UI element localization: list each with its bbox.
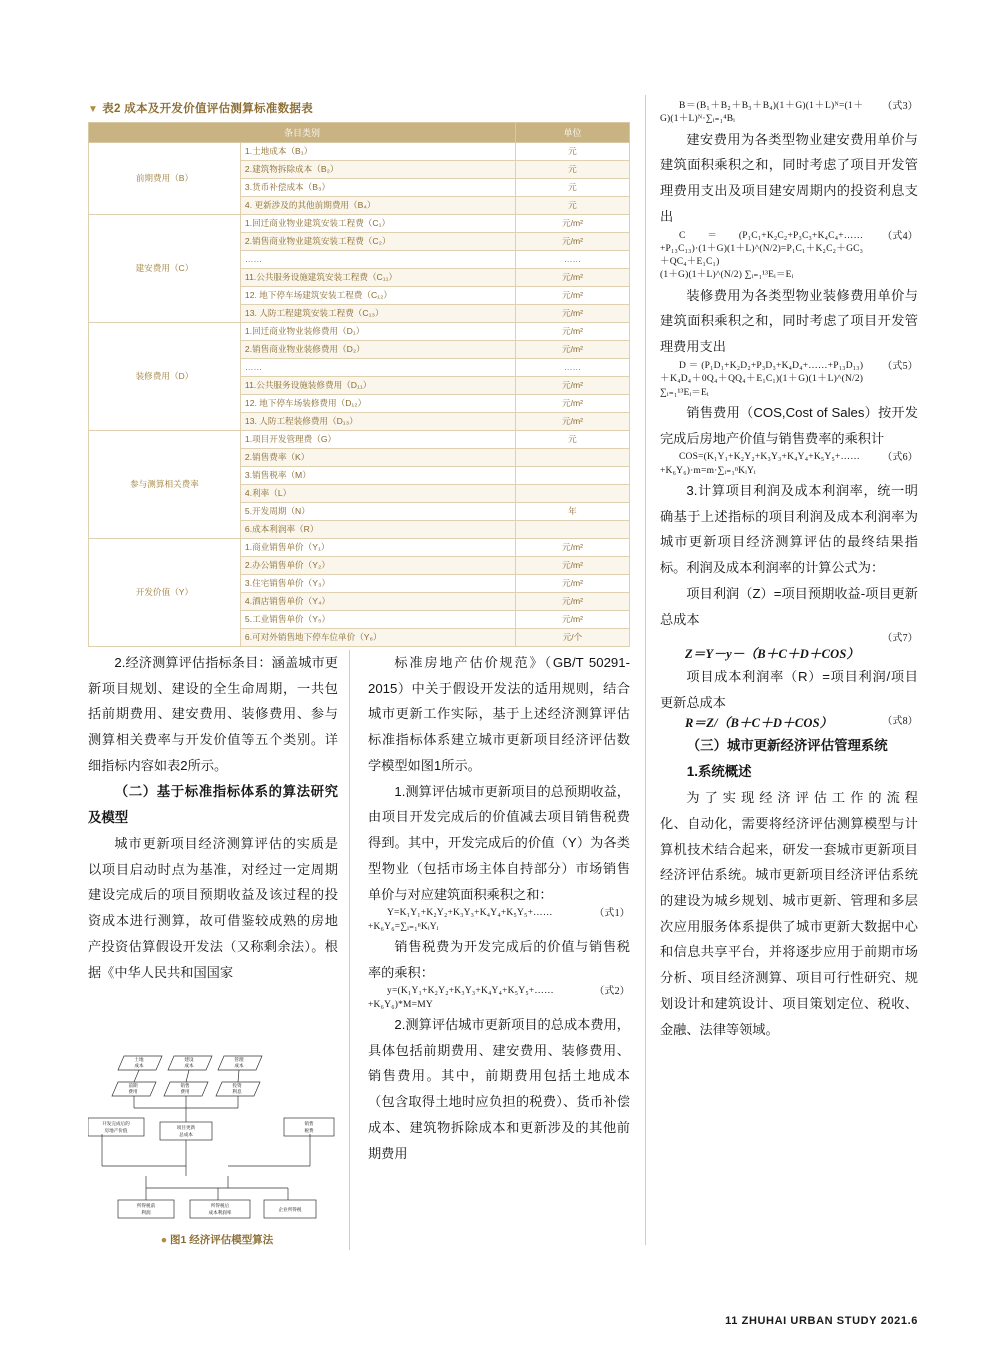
para-total-cost: 2.测算评估城市更新项目的总成本费用，具体包括前期费用、建安费用、装修费用、销售费用。其中，前期费用包括土地成本（包含取得土地时应负担的税费）、货币补偿成本、建筑物拆除成本和更新涉及的其他前期费用 bbox=[368, 1017, 630, 1161]
table-cell-item: 1.回迁商业物业建筑安装工程费（C₁） bbox=[240, 215, 515, 233]
table-cell-item: 1.回迁商业物业装修费用（D₁） bbox=[240, 323, 515, 341]
table-cell-item: 11.公共服务设施装修费用（D₁₁） bbox=[240, 377, 515, 395]
formula-1-number: （式1） bbox=[594, 908, 630, 920]
table-cell-unit: 元 bbox=[515, 179, 629, 197]
svg-text:项目更新: 项目更新 bbox=[176, 1125, 196, 1130]
table-row bbox=[89, 143, 630, 161]
diagram-caption-text: 图1 经济评估模型算法 bbox=[170, 1234, 274, 1246]
table-cell-item: 2.销售费率（K） bbox=[240, 449, 515, 467]
svg-text:总成本: 总成本 bbox=[179, 1132, 193, 1137]
issue-number: 2021.6 bbox=[880, 1315, 918, 1327]
table-cell-unit: 元/m² bbox=[515, 377, 629, 395]
table-cell-category: 参与测算相关费率 bbox=[89, 431, 241, 539]
column-divider-2 bbox=[645, 95, 646, 1245]
svg-text:房地产价值: 房地产价值 bbox=[104, 1128, 128, 1133]
table-cell-item: 2.建筑物拆除成本（B₂） bbox=[240, 161, 515, 179]
table-cell-item: …… bbox=[240, 251, 515, 269]
para-construction-fee: 建安费用为各类型物业建安费用单价与建筑面积乘积之和，同时考虑了项目开发管理费用支出及项目建安周期内的投资利息支出 bbox=[660, 131, 918, 224]
formula-6-body: COS=(K₁Y₁+K₂Y₂+K₃Y₃+K₄Y₄+K₅Y₅+……+K₆Y₆)·m=m·∑ᵢ₌₁ⁿKᵢYᵢ bbox=[660, 452, 860, 476]
table-cell-unit: 元/m² bbox=[515, 323, 629, 341]
para-profit-rate: 3.计算项目利润及成本利润率，统一明确基于上述指标的项目利润及成本利润率为城市更新项目经济测算评估的最终结果指标。利润及成本利润率的计算公式为： bbox=[660, 482, 918, 576]
table-body bbox=[89, 143, 630, 647]
svg-text:费用: 费用 bbox=[128, 1089, 138, 1094]
formula-7-number: （式7） bbox=[882, 633, 918, 645]
bullet-icon: ● bbox=[160, 1234, 168, 1246]
formula-2-body: y=(K₁Y₁+K₂Y₂+K₃Y₃+K₄Y₄+K₅Y₅+……+K₆Y₆)*M=MY bbox=[368, 986, 554, 1010]
table-cell-category: 开发价值（Y） bbox=[89, 539, 241, 647]
formula-7 bbox=[660, 632, 918, 664]
table-cell-category: 建安费用（C） bbox=[89, 215, 241, 323]
formula-5-number: （式5） bbox=[882, 360, 918, 372]
table-row bbox=[89, 323, 630, 341]
table-cell-unit: …… bbox=[515, 251, 629, 269]
formula-6 bbox=[660, 451, 918, 478]
column-middle bbox=[368, 650, 630, 1166]
table-cell-unit: 元/m² bbox=[515, 539, 629, 557]
table-cell-item: 3.住宅销售单价（Y₃） bbox=[240, 575, 515, 593]
table-cell-unit bbox=[515, 521, 629, 539]
formula-8-number: （式8） bbox=[882, 716, 918, 728]
formula-4 bbox=[660, 230, 918, 283]
table-cell-item: 6.成本利润率（R） bbox=[240, 521, 515, 539]
svg-text:费用: 费用 bbox=[180, 1089, 190, 1094]
svg-text:开发完成后的: 开发完成后的 bbox=[102, 1121, 130, 1126]
svg-text:成本: 成本 bbox=[184, 1063, 194, 1068]
table-cell-unit: …… bbox=[515, 359, 629, 377]
column-right bbox=[660, 100, 918, 1042]
table-cell-unit: 元/m² bbox=[515, 269, 629, 287]
svg-text:前期: 前期 bbox=[128, 1083, 138, 1088]
table-cell-unit: 元 bbox=[515, 161, 629, 179]
table-cell-item: 2.销售商业物业装修费用（D₂） bbox=[240, 341, 515, 359]
table-row bbox=[89, 539, 630, 557]
table-cell-item: 5.工业销售单价（Y₅） bbox=[240, 611, 515, 629]
table-cell-unit: 元/m² bbox=[515, 341, 629, 359]
page-number: 11 bbox=[725, 1315, 738, 1327]
table-cell-unit bbox=[515, 485, 629, 503]
table-cell-item: 4.利率（L） bbox=[240, 485, 515, 503]
formula-3-number: （式3） bbox=[882, 101, 918, 112]
para-project-profit: 项目利润（Z）=项目预期收益-项目更新总成本 bbox=[660, 585, 918, 627]
table-cell-unit: 元/m² bbox=[515, 215, 629, 233]
table-cell-item: 2.销售商业物业建筑安装工程费（C₂） bbox=[240, 233, 515, 251]
table-cell-item: 5.开发周期（N） bbox=[240, 503, 515, 521]
table-cell-category: 前期费用（B） bbox=[89, 143, 241, 215]
table-cell-unit: 元/m² bbox=[515, 575, 629, 593]
para-sales-cost: 销售费用（COS,Cost of Sales）按开发完成后房地产价值与销售费率的乘积计 bbox=[660, 404, 918, 446]
table-cell-item: 12. 地下停车场建筑安装工程费（C₁₂） bbox=[240, 287, 515, 305]
table-row bbox=[89, 215, 630, 233]
table-cell-unit: 年 bbox=[515, 503, 629, 521]
table-block bbox=[88, 100, 630, 647]
table-cell-item: 11.公共服务设施建筑安装工程费（C₁₁） bbox=[240, 269, 515, 287]
table-cell-unit: 元/m² bbox=[515, 395, 629, 413]
svg-text:企业所得税: 企业所得税 bbox=[278, 1207, 302, 1212]
para-sales-tax: 销售税费为开发完成后的价值与销售税率的乘积： bbox=[368, 938, 630, 980]
para-indicators: 2.经济测算评估指标条目：涵盖城市更新项目规划、建设的全生命周期，一共包括前期费用、建安费用、装修费用、参与测算相关费率与开发价值等五个类别。详细指标内容如表2所示。 bbox=[88, 655, 338, 773]
table-cell-unit: 元/个 bbox=[515, 629, 629, 647]
table-cell-unit: 元/m² bbox=[515, 287, 629, 305]
table-caption bbox=[88, 100, 630, 116]
formula-3 bbox=[660, 100, 918, 127]
svg-text:投资: 投资 bbox=[232, 1083, 242, 1088]
table-cell-item: …… bbox=[240, 359, 515, 377]
svg-text:利息: 利息 bbox=[232, 1089, 242, 1094]
para-system-overview: 为 了 实 现 经 济 评 估 工 作 的 流 程化、自动化，需要将经济评估测算模型与计算机技术结合起来，研发一套城市更新项目经济评估系统。城市更新项目经济评估系统的建设为城乡规划、城市更新、管理和多层次应用服务体系提供了城市更新大数据中心和信息共享平台，并将逐步应用于前期市场分析、项目经济测算、项目可行性研究、规划设计和建筑设计、项目策划定位、税收、金融、法律等领域。 bbox=[660, 790, 918, 1037]
triangle-icon: ▼ bbox=[88, 104, 99, 115]
heading-algorithm: （二）基于标准指标体系的算法研究及模型 bbox=[88, 783, 338, 825]
formula-5-body: D＝(P₁D₁+K₂D₂+P₃D₃+K₄D₄+……+P₁₃D₁₃)＋K₄D₄＋0Q₄＋QQ₄＋E₁C₁)(1＋G)(1＋L)^(N/2) ∑ᵢ₌₁¹³Eᵢ＝Eᵢ bbox=[660, 360, 864, 398]
formula-4-body-b: (1＋G)(1＋L)^(N/2) ∑ᵢ₌₁¹³Eᵢ＝Eᵢ bbox=[660, 270, 794, 281]
formula-6-number: （式6） bbox=[882, 452, 918, 464]
journal-name: ZHUHAI URBAN STUDY bbox=[741, 1315, 878, 1327]
para-decoration-fee: 装修费用为各类型物业装修费用单价与建筑面积乘积之和，同时考虑了项目开发管理费用支出 bbox=[660, 287, 918, 355]
table-cell-item: 1.土地成本（B₁） bbox=[240, 143, 515, 161]
table-cell-unit: 元/m² bbox=[515, 413, 629, 431]
th-category: 条目类别 bbox=[89, 123, 516, 143]
table-row bbox=[89, 431, 630, 449]
th-unit: 单位 bbox=[515, 123, 629, 143]
formula-7-body: Z＝Y－y－（B＋C＋D＋COS） bbox=[685, 647, 860, 662]
table-cell-item: 2.办公销售单价（Y₂） bbox=[240, 557, 515, 575]
svg-text:管理: 管理 bbox=[234, 1057, 244, 1062]
table-cell-unit: 元 bbox=[515, 197, 629, 215]
formula-8 bbox=[660, 715, 918, 733]
svg-text:成本: 成本 bbox=[134, 1063, 144, 1068]
svg-text:所得税后: 所得税后 bbox=[210, 1203, 230, 1208]
table-cell-item: 1.商业销售单价（Y₁） bbox=[240, 539, 515, 557]
table-cell-item: 3.货币补偿成本（B₃） bbox=[240, 179, 515, 197]
svg-text:利润: 利润 bbox=[141, 1210, 151, 1215]
table-cell-item: 6.可对外销售地下停车位单价（Y₆） bbox=[240, 629, 515, 647]
svg-text:销售: 销售 bbox=[180, 1083, 190, 1088]
table-cell-unit: 元/m² bbox=[515, 611, 629, 629]
table-cell-unit: 元 bbox=[515, 143, 629, 161]
formula-4-number: （式4） bbox=[882, 230, 918, 242]
table-cell-unit: 元/m² bbox=[515, 593, 629, 611]
table-cell-unit: 元/m² bbox=[515, 305, 629, 323]
standard-data-table bbox=[88, 122, 630, 647]
table-cell-item: 4. 更新涉及的其他前期费用（B₄） bbox=[240, 197, 515, 215]
para-essence: 城市更新项目经济测算评估的实质是以项目启动时点为基准，对经过一定周期建设完成后的项目预期收益及该过程的投资成本进行测算，故可借鉴较成熟的房地产投资估算假设开发法（又称剩余法）。根据《中华人民共和国国家 bbox=[88, 835, 338, 980]
heading-management-system: （三）城市更新经济评估管理系统 bbox=[686, 737, 888, 753]
diagram-svg bbox=[88, 1048, 346, 1238]
formula-2-number: （式2） bbox=[594, 986, 630, 998]
table-cell-unit bbox=[515, 449, 629, 467]
formula-8-body: R＝Z/（B＋C＋D＋COS） bbox=[685, 716, 833, 731]
svg-text:土地: 土地 bbox=[134, 1057, 144, 1062]
table-cell-item: 1.项目开发管理费（G） bbox=[240, 431, 515, 449]
column-left bbox=[88, 650, 338, 985]
formula-4-body-a: C＝(P₁C₁+K₂C₂+P₃C₃+K₄C₄+……+P₁₃C₁₃)·(1＋G)(1＋L)^(N/2)=P₁C₁＋K₂C₂＋GC₃＋QC₄＋E₁C₁) bbox=[660, 230, 864, 268]
svg-text:销售: 销售 bbox=[304, 1121, 314, 1126]
table-cell-item: 13. 人防工程装修费用（D₁₃） bbox=[240, 413, 515, 431]
table-cell-item: 13. 人防工程建筑安装工程费（C₁₃） bbox=[240, 305, 515, 323]
table-header-row bbox=[89, 123, 630, 143]
svg-text:所得税前: 所得税前 bbox=[136, 1203, 156, 1208]
table-cell-item: 4.酒店销售单价（Y₄） bbox=[240, 593, 515, 611]
para-total-revenue: 1.测算评估城市更新项目的总预期收益，由项目开发完成后的价值减去项目销售税费得到。其中，开发完成后的价值（Y）为各类型物业（包括市场主体自持部分）市场销售单价与对应建筑面积乘积之和： bbox=[368, 783, 630, 902]
table-cell-category: 装修费用（D） bbox=[89, 323, 241, 431]
formula-3-body: B＝(B₁＋B₂＋B₃＋B₄)(1＋G)(1＋L)ᴺ=(1＋G)(1＋L)ᴺ·∑ᵢ₌₁⁴Bᵢ bbox=[660, 101, 864, 125]
table-cell-item: 12. 地下停车场装修费用（D₁₂） bbox=[240, 395, 515, 413]
page-footer bbox=[725, 1315, 918, 1327]
svg-text:成本: 成本 bbox=[234, 1063, 244, 1068]
table-cell-item: 3.销售税率（M） bbox=[240, 467, 515, 485]
svg-text:税费: 税费 bbox=[304, 1128, 314, 1133]
formula-1 bbox=[368, 907, 630, 934]
para-cost-profit-rate: 项目成本利润率（R）=项目利润/项目更新总成本 bbox=[660, 668, 918, 710]
formula-2 bbox=[368, 985, 630, 1012]
table-cell-unit: 元/m² bbox=[515, 557, 629, 575]
para-standard-ref: 标准房地产估价规范》（GB/T 50291-2015）中关于假设开发法的适用规则，结合城市更新工作实际，基于上述经济测算评估标准指标体系建立城市更新项目经济评估数学模型如图1所示。 bbox=[368, 655, 630, 773]
model-algorithm-diagram bbox=[88, 1048, 346, 1238]
table-cell-unit: 元/m² bbox=[515, 233, 629, 251]
table-caption-text: 表2 成本及开发价值评估测算标准数据表 bbox=[102, 103, 313, 115]
formula-5 bbox=[660, 360, 918, 400]
table-cell-unit bbox=[515, 467, 629, 485]
table-cell-unit: 元 bbox=[515, 431, 629, 449]
svg-text:建设: 建设 bbox=[184, 1057, 194, 1062]
diagram-caption bbox=[88, 1232, 346, 1247]
svg-text:成本利润率: 成本利润率 bbox=[208, 1210, 232, 1215]
heading-system-overview: 1.系统概述 bbox=[686, 763, 752, 779]
column-divider-1 bbox=[349, 650, 350, 1250]
formula-1-body: Y=K₁Y₁+K₂Y₂+K₃Y₃+K₄Y₄+K₅Y₅+……+K₆Y₆=∑ᵢ₌₁ⁿKᵢYᵢ bbox=[368, 908, 553, 932]
